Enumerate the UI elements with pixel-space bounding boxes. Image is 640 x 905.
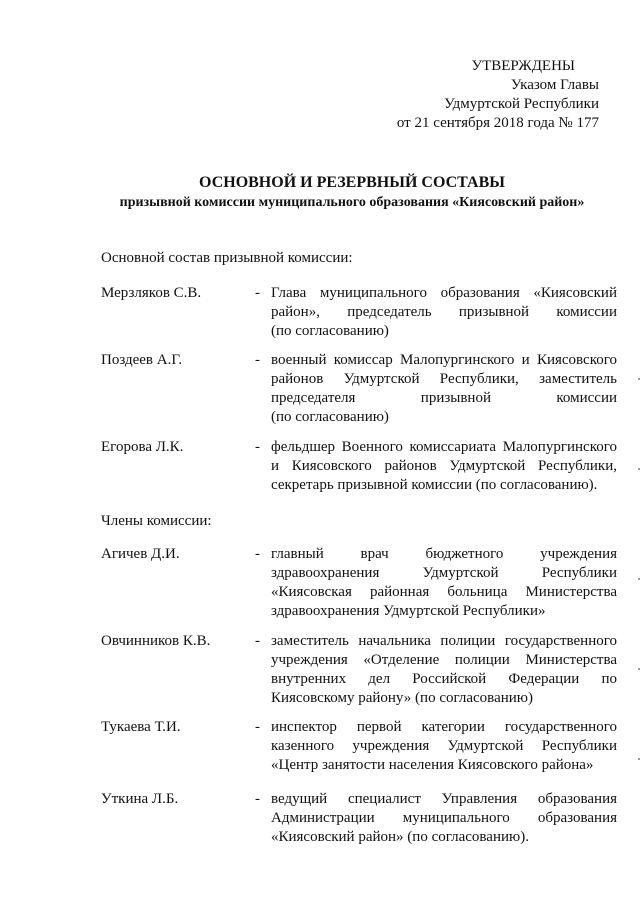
description-line: инспектор первой категории государственного [271,719,617,735]
description-line: «Киясовская районная больница Министерства [271,584,617,600]
description-line: внутренних дел Российской Федерации по [271,671,617,687]
member-description [271,718,617,775]
description-line: районов Удмуртской Республики, заместитель [271,371,617,387]
dash-separator: - [255,791,260,807]
member-description [271,438,617,495]
member-description [271,351,617,427]
member-description [271,284,617,341]
description-line: ведущий специалист Управления образования [271,791,617,807]
main-section-label: Основной состав призывной комиссии: [101,250,353,266]
description-line: Администрации муниципального образования [271,810,617,826]
dash-separator: - [255,352,260,368]
document-subtitle: призывной комиссии муниципального образования «Киясовский район» [119,195,585,210]
member-name: Овчинников К.В. [101,633,211,649]
dash-separator: - [255,439,260,455]
description-line: «Киясовский район» (по согласованию). [271,829,529,845]
members-section-label: Члены комиссии: [101,513,212,529]
member-name: Тукаева Т.И. [101,719,181,735]
description-line: (по согласованию) [271,409,389,425]
member-name: Егорова Л.К. [101,439,184,455]
description-line: Глава муниципального образования «Киясовский [271,285,617,301]
description-line: «Центр занятости населения Киясовского района» [271,757,594,773]
member-name: Мерзляков С.В. [101,285,202,301]
description-line: казенного учреждения Удмуртской Республики [271,738,617,754]
approved-heading: УТВЕРЖДЕНЫ [471,58,575,74]
member-name: Уткина Л.Б. [101,791,179,807]
description-line: и Киясовского районов Удмуртской Республики, [271,458,617,474]
description-line: здравоохранения Удмуртской Республики» [271,603,546,619]
description-line: учреждения «Отделение полиции Министерства [271,652,617,668]
dash-separator: - [255,285,260,301]
member-name: Агичев Д.И. [101,546,180,562]
dash-separator: - [255,633,260,649]
description-line: секретарь призывной комиссии (по согласованию). [271,477,598,493]
description-line: Киясовскому району» (по согласованию) [271,690,533,706]
description-line: заместитель начальника полиции государственного [271,633,617,649]
description-line: район», председатель призывной комиссии [271,304,617,320]
approved-line-1: Указом Главы [510,77,599,93]
approved-line-3: от 21 сентября 2018 года № 177 [396,115,599,131]
approval-stamp [397,57,599,133]
dash-separator: - [255,546,260,562]
approved-line-2: Удмуртской Республики [444,96,599,112]
dash-separator: - [255,719,260,735]
description-line: главный врач бюджетного учреждения [271,546,617,562]
description-line: председателя призывной комиссии [271,390,617,406]
description-line: военный комиссар Малопургинского и Киясовского [271,352,617,368]
member-name: Поздеев А.Г. [101,352,183,368]
description-line: здравоохранения Удмуртской Республики [271,565,617,581]
member-description [271,790,617,847]
document-title: ОСНОВНОЙ И РЕЗЕРВНЫЙ СОСТАВЫ [199,174,505,191]
description-line: (по согласованию) [271,323,389,339]
description-line: фельдшер Военного комиссариата Малопургинского [271,439,617,455]
member-description [271,632,617,708]
member-description [271,545,617,621]
